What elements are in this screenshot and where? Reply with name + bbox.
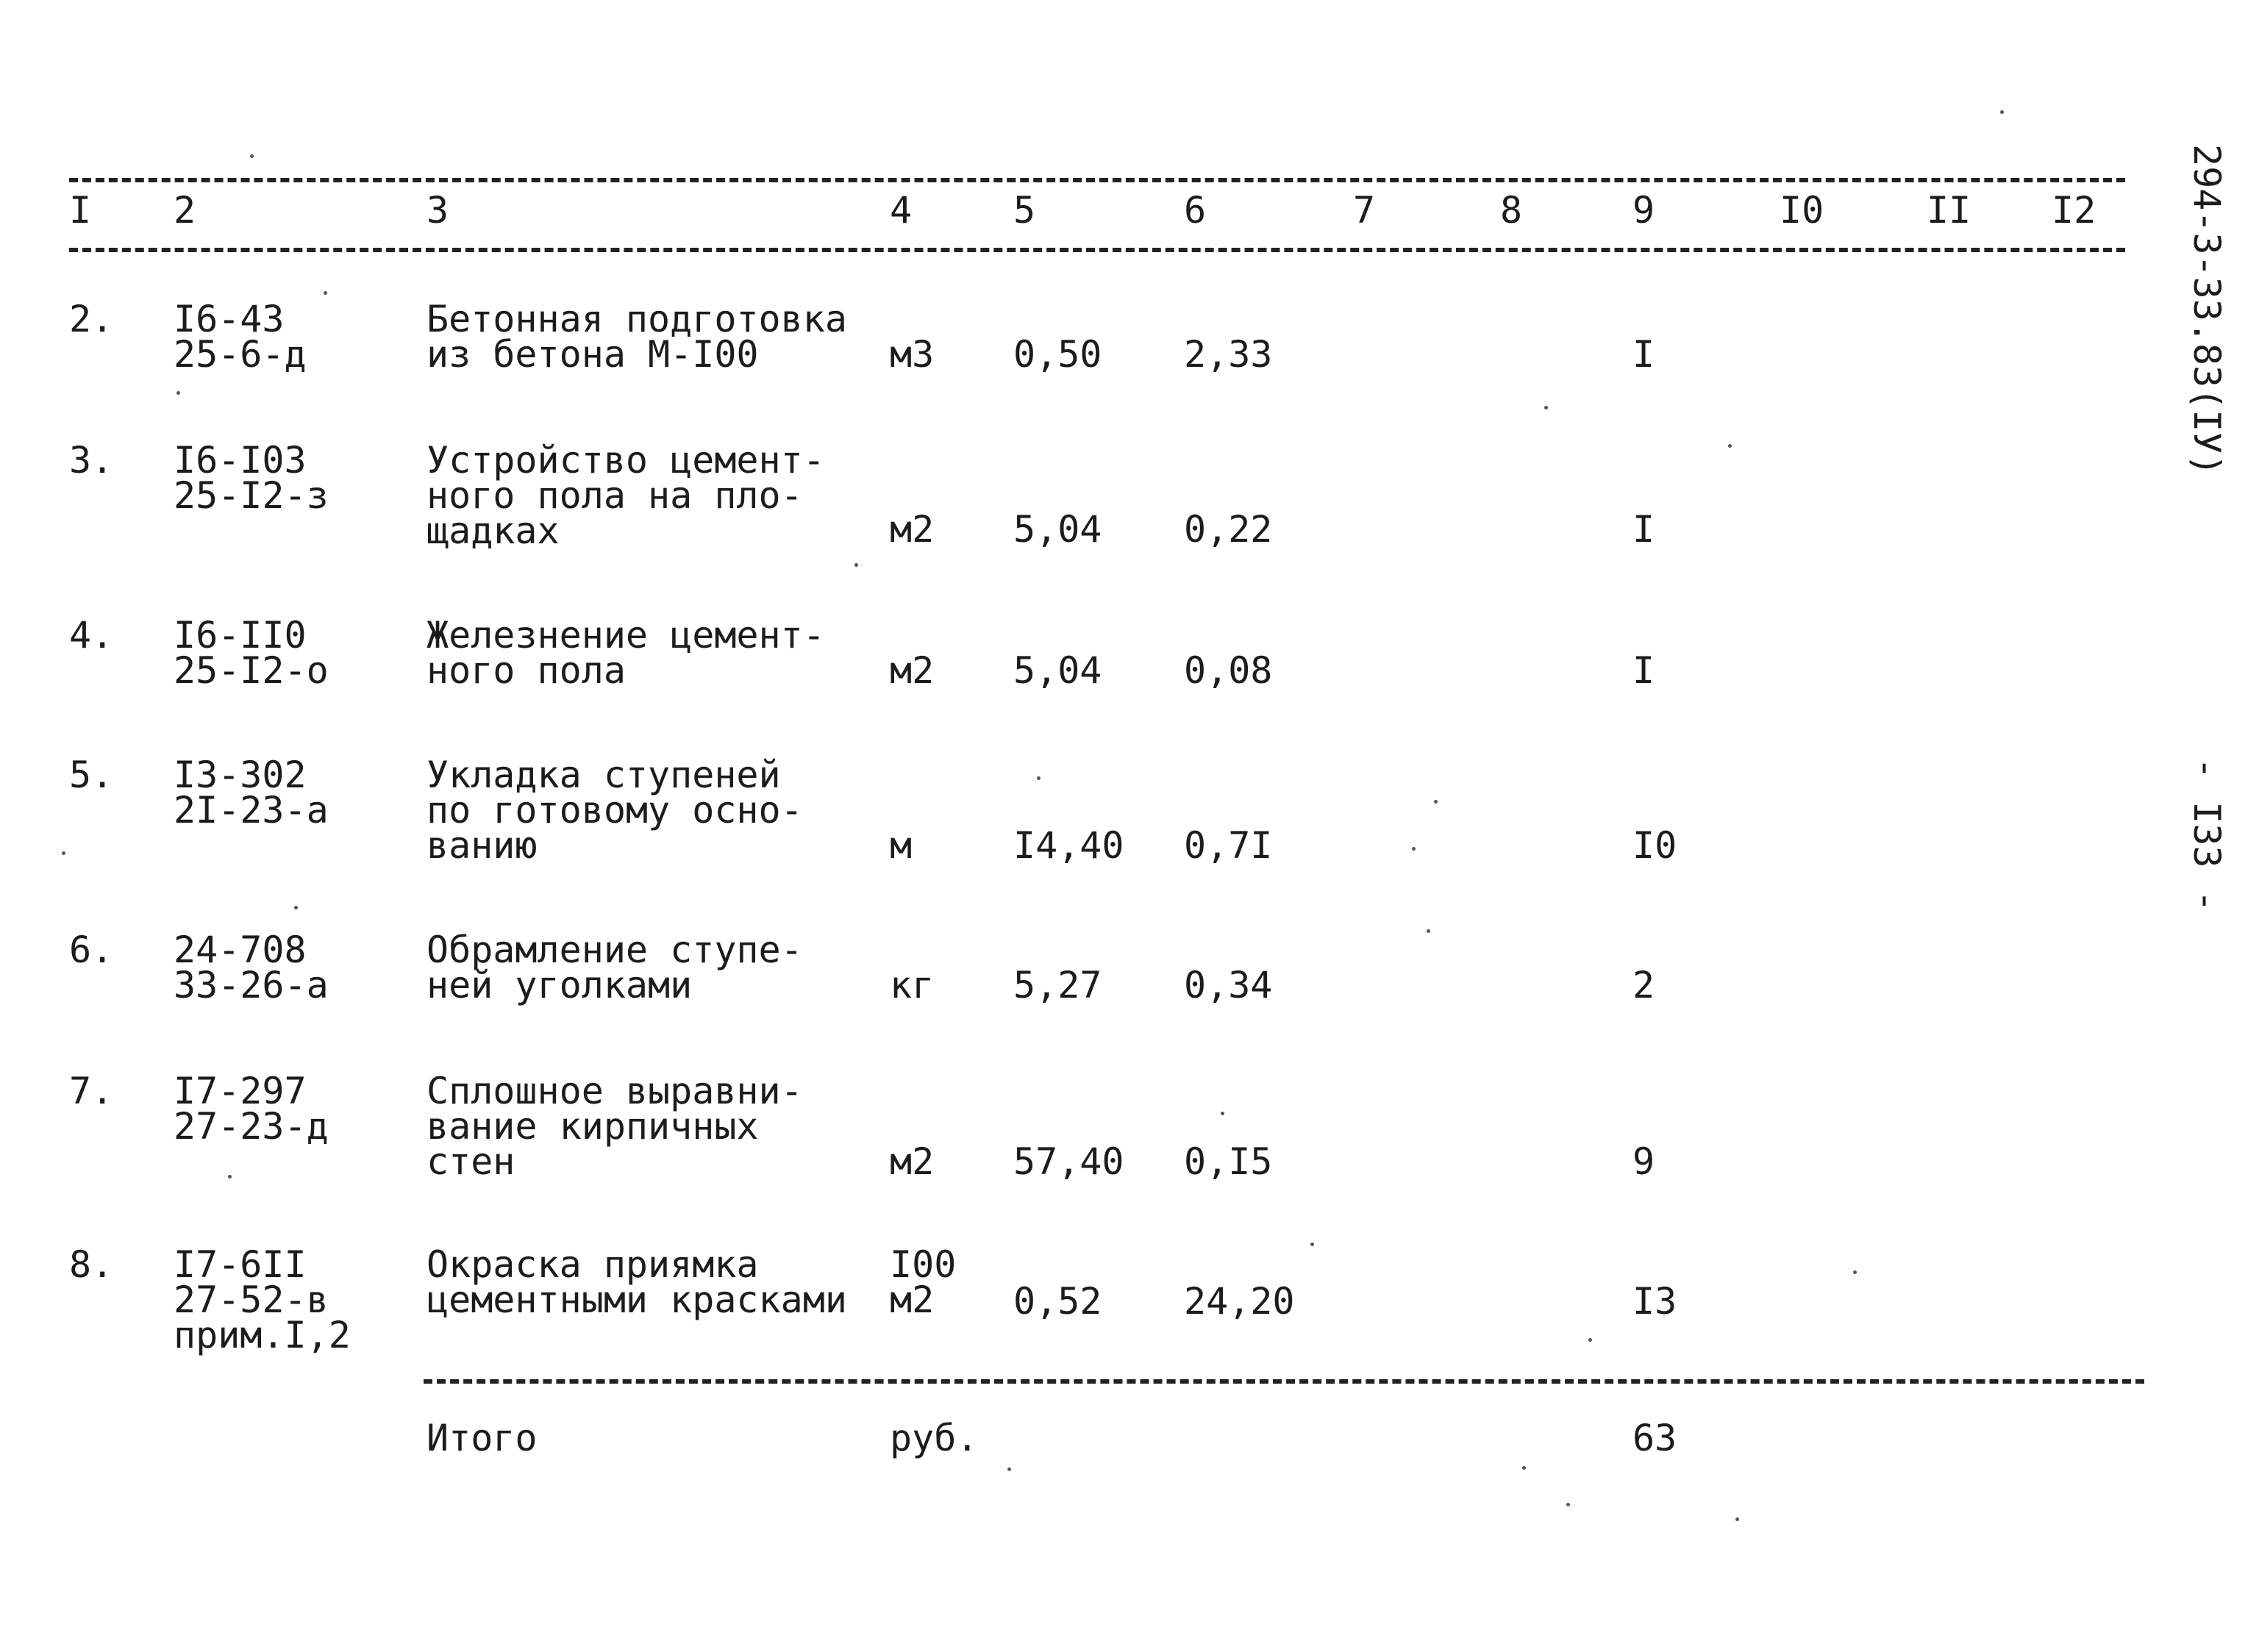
row-total: I bbox=[1632, 649, 1655, 692]
row-unit: I00 м2 bbox=[890, 1243, 957, 1321]
row-number: 4. bbox=[69, 614, 114, 657]
row-number: 2. bbox=[69, 298, 114, 340]
total-label: Итого bbox=[427, 1417, 538, 1459]
row-description: Укладка ступеней по готовому осно- ванию bbox=[427, 754, 803, 867]
total-unit: руб. bbox=[890, 1417, 979, 1459]
row-description: Устройство цемент- ного пола на пло- щадках bbox=[427, 439, 825, 552]
column-header-3: 3 bbox=[427, 189, 449, 232]
row-code: I6-43 25-6-д bbox=[174, 298, 307, 376]
row-code: I7-6II 27-52-в прим.I,2 bbox=[174, 1243, 351, 1356]
row-quantity: I4,40 bbox=[1013, 824, 1124, 867]
row-total: 2 bbox=[1632, 964, 1655, 1006]
side-document-code: 294-3-33.83(IУ) bbox=[2185, 144, 2228, 476]
row-quantity: 57,40 bbox=[1013, 1140, 1124, 1183]
row-code: I6-I03 25-I2-з bbox=[174, 439, 329, 517]
row-total: I bbox=[1632, 333, 1655, 376]
row-unit-price: 0,7I bbox=[1184, 824, 1273, 867]
row-total: 9 bbox=[1632, 1140, 1655, 1183]
row-number: 3. bbox=[69, 439, 114, 482]
column-header-2: 2 bbox=[174, 189, 196, 232]
row-unit: м2 bbox=[890, 508, 935, 551]
row-number: 8. bbox=[69, 1243, 114, 1286]
column-header-12: I2 bbox=[2052, 189, 2096, 232]
row-code: 24-708 33-26-а bbox=[174, 929, 329, 1006]
header-top-rule bbox=[69, 178, 2125, 182]
row-unit-price: 0,22 bbox=[1184, 508, 1273, 551]
row-quantity: 0,52 bbox=[1013, 1280, 1102, 1323]
row-unit: м2 bbox=[890, 1140, 935, 1183]
row-total: I bbox=[1632, 508, 1655, 551]
row-code: I3-302 2I-23-а bbox=[174, 754, 329, 832]
column-header-5: 5 bbox=[1013, 189, 1036, 232]
row-quantity: 5,27 bbox=[1013, 964, 1102, 1006]
row-unit-price: 24,20 bbox=[1184, 1280, 1295, 1323]
column-header-8: 8 bbox=[1500, 189, 1523, 232]
row-unit: м bbox=[890, 824, 913, 867]
row-unit-price: 0,08 bbox=[1184, 649, 1273, 692]
row-code: I7-297 27-23-д bbox=[174, 1070, 329, 1148]
header-bottom-rule bbox=[69, 248, 2125, 252]
row-description: Сплошное выравни- вание кирпичных стен bbox=[427, 1070, 803, 1183]
row-quantity: 0,50 bbox=[1013, 333, 1102, 376]
row-description: Окраска приямка цементными красками bbox=[427, 1243, 847, 1321]
total-rule bbox=[424, 1379, 2144, 1384]
row-unit-price: 2,33 bbox=[1184, 333, 1273, 376]
row-quantity: 5,04 bbox=[1013, 508, 1102, 551]
row-description: Бетонная подготовка из бетона М-I00 bbox=[427, 298, 847, 376]
column-header-7: 7 bbox=[1353, 189, 1376, 232]
row-unit-price: 0,34 bbox=[1184, 964, 1273, 1006]
row-number: 6. bbox=[69, 929, 114, 971]
row-number: 7. bbox=[69, 1070, 114, 1112]
row-total: I0 bbox=[1632, 824, 1677, 867]
column-header-1: I bbox=[69, 189, 92, 232]
row-total: I3 bbox=[1632, 1280, 1677, 1323]
total-value: 63 bbox=[1632, 1417, 1677, 1459]
row-description: Железнение цемент- ного пола bbox=[427, 614, 825, 692]
row-quantity: 5,04 bbox=[1013, 649, 1102, 692]
row-unit-price: 0,I5 bbox=[1184, 1140, 1273, 1183]
column-header-6: 6 bbox=[1184, 189, 1207, 232]
column-header-11: II bbox=[1927, 189, 1971, 232]
row-description: Обрамление ступе- ней уголками bbox=[427, 929, 803, 1006]
side-page-number: - I33 - bbox=[2185, 757, 2228, 912]
row-unit: м2 bbox=[890, 649, 935, 692]
column-header-10: I0 bbox=[1780, 189, 1824, 232]
row-number: 5. bbox=[69, 754, 114, 796]
column-header-4: 4 bbox=[890, 189, 913, 232]
row-unit: кг bbox=[890, 964, 935, 1006]
column-header-9: 9 bbox=[1632, 189, 1655, 232]
row-unit: м3 bbox=[890, 333, 935, 376]
row-code: I6-II0 25-I2-о bbox=[174, 614, 329, 692]
